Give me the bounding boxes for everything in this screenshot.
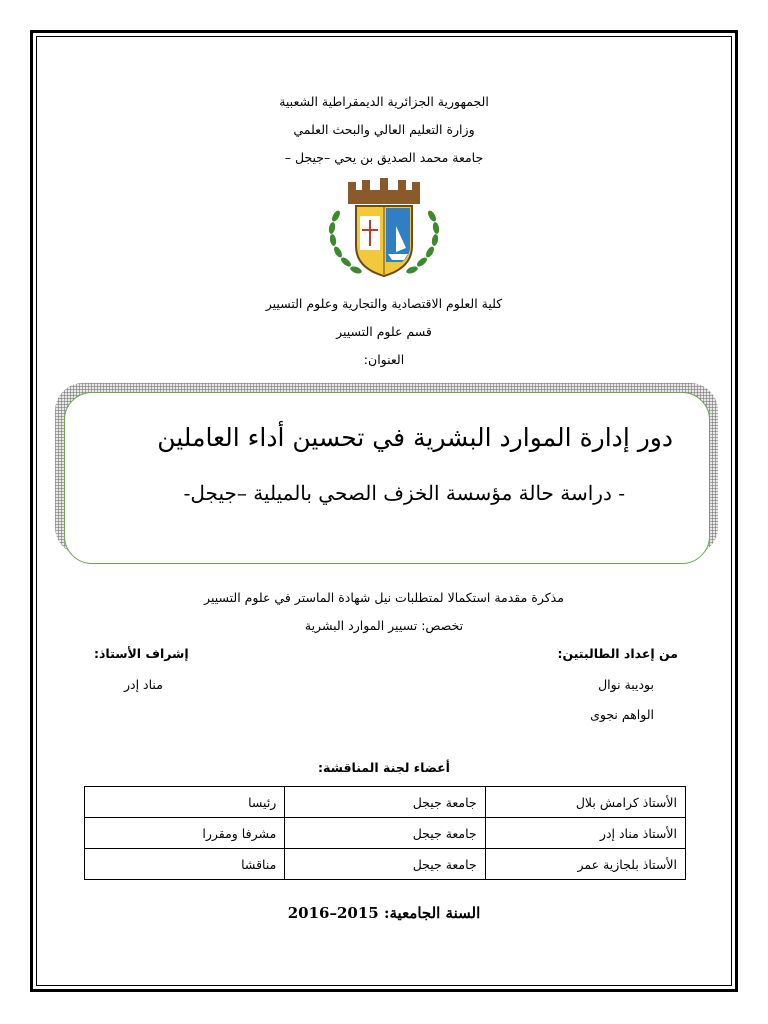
thesis-title: دور إدارة الموارد البشرية في تحسين أداء العاملين — [157, 423, 673, 452]
jury-member-name: الأستاذ كرامش بلال — [485, 787, 685, 818]
supervisor-label: إشراف الأستاذ: — [94, 646, 189, 661]
republic-line: الجمهورية الجزائرية الديمقراطية الشعبية — [279, 94, 489, 109]
student-name-1: بوديبة نوال — [598, 677, 654, 692]
jury-member-role: مشرفا ومقررا — [85, 818, 285, 849]
faculty-name: كلية العلوم الاقتصادية والتجارية وعلوم التسيير — [265, 296, 503, 311]
table-row — [85, 787, 686, 818]
supervisor-name: مناد إدر — [124, 677, 163, 692]
memo-description: مذكرة مقدمة استكمالا لمتطلبات نيل شهادة الماستر في علوم التسيير — [204, 590, 564, 605]
university-line: جامعة محمد الصديق بن يحي –جيجل – — [284, 150, 484, 165]
table-row — [85, 818, 686, 849]
students-label: من إعداد الطالبتين: — [557, 646, 678, 661]
jury-member-university: جامعة جيجل — [285, 787, 485, 818]
jury-member-role: مناقشا — [85, 849, 285, 880]
thesis-subtitle: - دراسة حالة مؤسسة الخزف الصحي بالميلية –جيجل- — [183, 481, 625, 505]
student-name-2: الواهم نجوى — [590, 707, 654, 722]
jury-member-role: رئيسا — [85, 787, 285, 818]
title-label: العنوان: — [363, 352, 405, 367]
memo-specialty: تخصص: تسيير الموارد البشرية — [304, 618, 464, 633]
jury-member-university: جامعة جيجل — [285, 818, 485, 849]
academic-year — [0, 904, 768, 922]
table-row — [85, 849, 686, 880]
jury-label: أعضاء لجنة المناقشة: — [318, 760, 450, 775]
jury-member-name: الأستاذ بلجازية عمر — [485, 849, 685, 880]
academic-year-value: 2016–2015 — [287, 904, 379, 922]
ministry-line: وزارة التعليم العالي والبحث العلمي — [293, 122, 475, 137]
title-box — [64, 392, 710, 564]
university-emblem-icon — [322, 176, 446, 282]
jury-member-university: جامعة جيجل — [285, 849, 485, 880]
jury-table — [84, 786, 686, 880]
jury-member-name: الأستاذ مناد إدر — [485, 818, 685, 849]
academic-year-label: السنة الجامعية: — [383, 904, 481, 922]
department-name: قسم علوم التسيير — [336, 324, 432, 339]
